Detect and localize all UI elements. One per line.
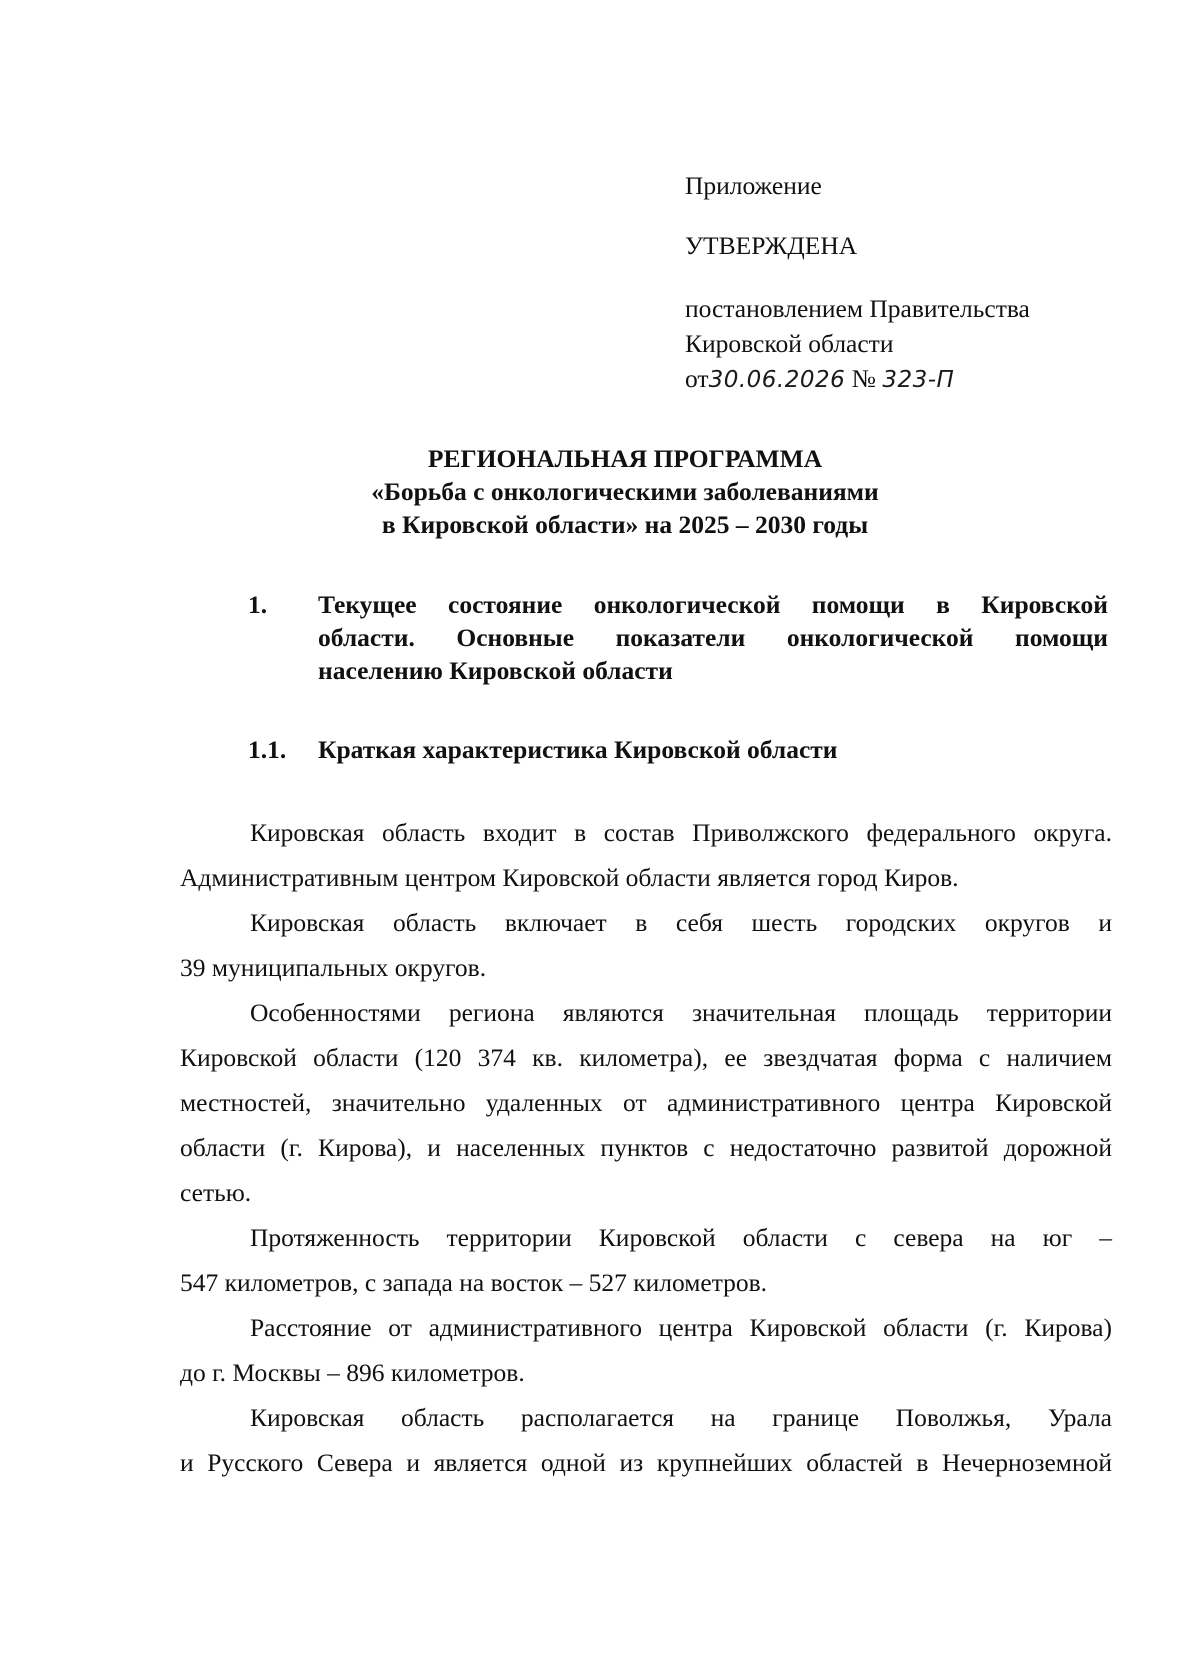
paragraph-line: и Русского Севера и является одной из крупнейших областей в Нечерноземной bbox=[180, 1448, 1112, 1477]
paragraph-line: Протяженность территории Кировской области с севера на юг – bbox=[250, 1223, 1112, 1252]
paragraph bbox=[180, 990, 1112, 1215]
section-1-number: 1. bbox=[248, 590, 268, 619]
paragraph-line: до г. Москвы – 896 километров. bbox=[180, 1358, 525, 1387]
paragraph-line: Особенностями региона являются значительная площадь территории bbox=[250, 998, 1112, 1027]
paragraph-line: Расстояние от административного центра Кировской области (г. Кирова) bbox=[250, 1313, 1112, 1342]
paragraph-line: Кировская область располагается на границе Поволжья, Урала bbox=[250, 1403, 1112, 1432]
handwritten-number: 323-П bbox=[882, 367, 955, 393]
section-1-line-3: населению Кировской области bbox=[318, 656, 673, 685]
document-title bbox=[200, 442, 1050, 541]
approval-decree-line: постановлением Правительства bbox=[685, 294, 1030, 323]
title-line-2: «Борьба с онкологическими заболеваниями bbox=[371, 477, 879, 506]
paragraph-line: области (г. Кирова), и населенных пунктов с недостаточно развитой дорожной bbox=[180, 1133, 1112, 1162]
paragraph-line: Административным центром Кировской области является город Киров. bbox=[180, 863, 959, 892]
approval-block bbox=[685, 168, 1145, 398]
title-line-1: РЕГИОНАЛЬНАЯ ПРОГРАММА bbox=[427, 444, 823, 473]
number-prefix: № bbox=[851, 364, 876, 393]
paragraph bbox=[180, 1215, 1112, 1305]
paragraph bbox=[180, 1395, 1112, 1485]
handwritten-date: 30.06.2026 bbox=[708, 367, 846, 393]
section-1-line-2: области. Основные показатели онкологической помощи bbox=[318, 623, 1108, 652]
approved-label: УТВЕРЖДЕНА bbox=[685, 231, 858, 260]
paragraph-line: сетью. bbox=[180, 1178, 252, 1207]
paragraph-line: местностей, значительно удаленных от административного центра Кировской bbox=[180, 1088, 1112, 1117]
paragraph-line: 547 километров, с запада на восток – 527 километров. bbox=[180, 1268, 768, 1297]
approval-region-line: Кировской области bbox=[685, 329, 894, 358]
date-prefix: от bbox=[685, 364, 709, 393]
appendix-label: Приложение bbox=[685, 171, 822, 200]
paragraph bbox=[180, 900, 1112, 990]
paragraph bbox=[180, 1305, 1112, 1395]
section-1-1-title: Краткая характеристика Кировской области bbox=[318, 735, 838, 764]
paragraph-line: Кировской области (120 374 кв. километра), ее звездчатая форма с наличием bbox=[180, 1043, 1112, 1072]
paragraph-line: Кировская область включает в себя шесть городских округов и bbox=[250, 908, 1112, 937]
section-1-1-number: 1.1. bbox=[248, 735, 287, 764]
paragraph-line: Кировская область входит в состав Приволжского федерального округа. bbox=[250, 818, 1112, 847]
approval-date-line bbox=[685, 361, 1145, 398]
title-line-3: в Кировской области» на 2025 – 2030 годы bbox=[381, 510, 869, 539]
section-1-heading bbox=[248, 588, 1108, 687]
body-text bbox=[180, 810, 1112, 1485]
section-1-1-heading bbox=[248, 733, 1108, 766]
paragraph bbox=[180, 810, 1112, 900]
paragraph-line: 39 муниципальных округов. bbox=[180, 953, 487, 982]
section-1-line-1: Текущее состояние онкологической помощи в Кировской bbox=[318, 590, 1108, 619]
